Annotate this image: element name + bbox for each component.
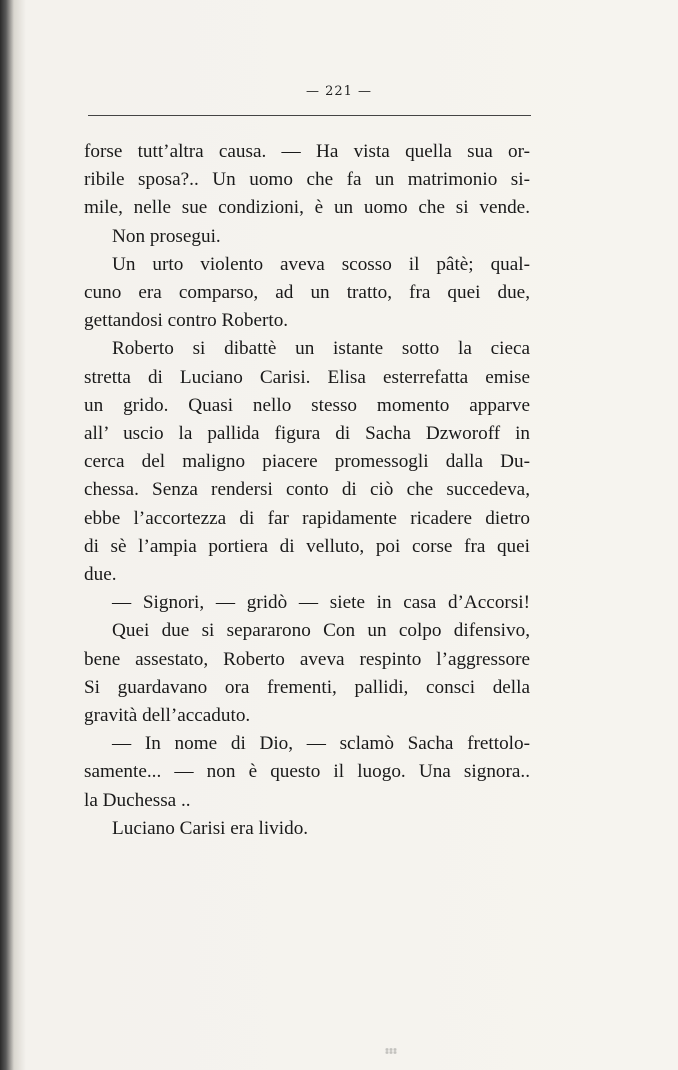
- text-line: bene assestato, Roberto aveva respinto l’aggressore: [84, 648, 530, 670]
- text-line: mile, nelle sue condizioni, è un uomo che si vende.: [84, 197, 530, 219]
- text-line: ebbe l’accortezza di far rapidamente ricadere dietro: [84, 507, 530, 529]
- text-line: ribile sposa?.. Un uomo che fa un matrimonio si-: [84, 169, 530, 191]
- text-line: — Signori, — gridò — siete in casa d’Accorsi!: [112, 592, 530, 614]
- text-line: Luciano Carisi era livido.: [112, 817, 309, 839]
- paper-speck: [385, 1048, 397, 1054]
- text-line: chessa. Senza rendersi conto di ciò che succedeva,: [84, 479, 530, 501]
- text-line: cerca del maligno piacere promessogli dalla Du-: [84, 451, 530, 473]
- text-line: gravità dell’accaduto.: [84, 705, 251, 727]
- text-line: Un urto violento aveva scosso il pâtè; qual-: [112, 253, 530, 275]
- text-line: forse tutt’altra causa. — Ha vista quella sua or-: [84, 141, 530, 162]
- text-line: la Duchessa ..: [84, 789, 191, 811]
- text-line: due.: [84, 564, 117, 586]
- body-text: [84, 138, 530, 843]
- text-line: all’ uscio la pallida figura di Sacha Dzworoff in: [84, 423, 530, 445]
- text-line: cuno era comparso, ad un tratto, fra quei due,: [84, 282, 530, 304]
- text-line: Quei due si separarono Con un colpo difensivo,: [112, 620, 530, 642]
- text-line: samente... — non è questo il luogo. Una signora..: [84, 761, 530, 783]
- text-line: un grido. Quasi nello stesso momento apparve: [84, 394, 530, 416]
- text-line: — In nome di Dio, — sclamò Sacha frettolo-: [112, 733, 530, 755]
- text-line: stretta di Luciano Carisi. Elisa esterrefatta emise: [84, 366, 530, 388]
- text-line: Si guardavano ora frementi, pallidi, consci della: [84, 676, 530, 698]
- text-line: gettandosi contro Roberto.: [84, 310, 289, 332]
- text-line: Non prosegui.: [112, 225, 221, 247]
- text-line: Roberto si dibattè un istante sotto la cieca: [112, 338, 530, 360]
- text-line: di sè l’ampia portiera di velluto, poi corse fra quei: [84, 535, 530, 557]
- header-rule: [88, 115, 531, 116]
- page-number: — 221 —: [305, 84, 373, 99]
